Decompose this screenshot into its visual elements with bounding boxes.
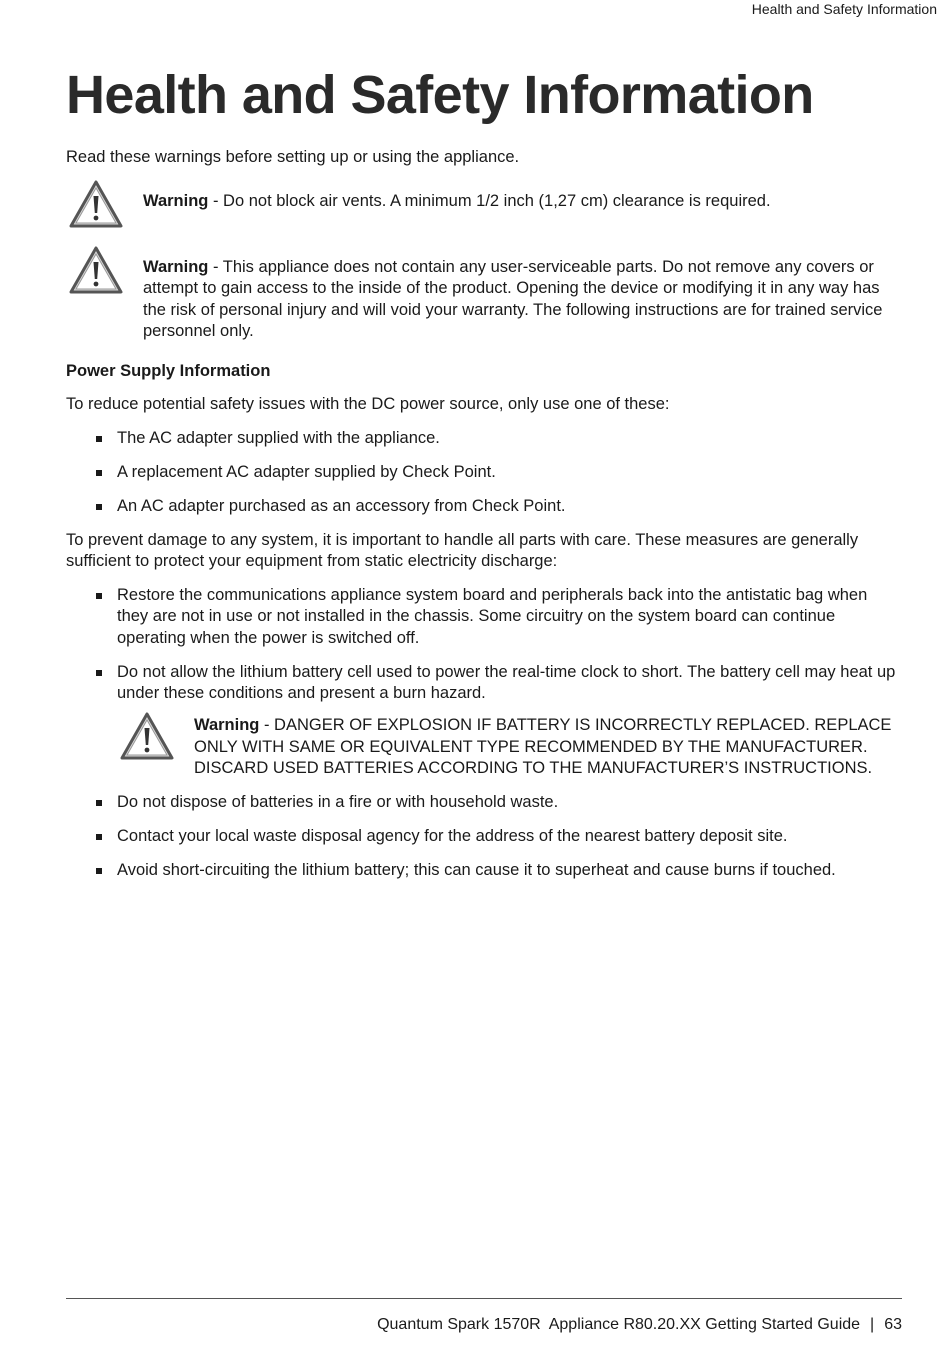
power-supply-list: [66, 428, 896, 518]
page-number: 63: [884, 1316, 902, 1333]
bullet-square-icon: [96, 800, 102, 806]
warning-text: - This appliance does not contain any user-serviceable parts. Do not remove any covers or attempt to gain access to the inside of the product. Opening the device or modifying it in any way has the risk of personal injury and will void your warranty. The following instructions are for trained service personnel only.: [143, 257, 883, 340]
page-title: Health and Safety Information: [66, 65, 814, 125]
footer-divider: [66, 1298, 902, 1299]
bullet-square-icon: [96, 504, 102, 510]
list-item: An AC adapter purchased as an accessory from Check Point.: [66, 496, 896, 518]
list-item: A replacement AC adapter supplied by Check Point.: [66, 462, 896, 484]
warning-triangle-icon: [68, 179, 124, 231]
intro-text: Read these warnings before setting up or using the appliance.: [66, 148, 520, 166]
page-footer: [377, 1315, 902, 1335]
list-item: Contact your local waste disposal agency for the address of the nearest battery deposit site.: [66, 826, 896, 848]
footer-separator: |: [870, 1316, 875, 1333]
power-supply-intro: To reduce potential safety issues with the DC power source, only use one of these:: [66, 395, 670, 413]
list-item: Do not allow the lithium battery cell used to power the real-time clock to short. The battery cell may heat up under these conditions and present a burn hazard.: [66, 662, 896, 705]
static-discharge-intro: To prevent damage to any system, it is important to handle all parts with care. These measures are generally sufficient to protect your equipment from static electricity discharge:: [66, 530, 859, 570]
list-item: Do not dispose of batteries in a fire or with household waste.: [66, 792, 896, 814]
bullet-square-icon: [96, 593, 102, 599]
warning-triangle-icon: [119, 711, 175, 763]
warning-text: - DANGER OF EXPLOSION IF BATTERY IS INCORRECTLY REPLACED. REPLACE ONLY WITH SAME OR EQUIVALENT TYPE RECOMMENDED BY THE MANUFACTURER. DISCARD USED BATTERIES ACCORDING TO THE MANUFACTURER’S INSTRUCTIONS.: [194, 716, 892, 777]
footer-guide-title: Quantum Spark 1570R Appliance R80.20.XX Getting Started Guide: [377, 1316, 861, 1333]
running-header: Health and Safety Information: [751, 1, 937, 17]
bullet-square-icon: [96, 670, 102, 676]
list-item: The AC adapter supplied with the appliance.: [66, 428, 896, 450]
warning-label: Warning: [143, 257, 209, 276]
warning-text: - Do not block air vents. A minimum 1/2 inch (1,27 cm) clearance is required.: [208, 191, 771, 210]
section-heading-power-supply: Power Supply Information: [66, 361, 271, 380]
battery-disposal-list: [66, 792, 896, 882]
warning-label: Warning: [143, 191, 209, 210]
warning-no-serviceable-parts: [66, 251, 896, 343]
bullet-square-icon: [96, 834, 102, 840]
bullet-square-icon: [96, 470, 102, 476]
warning-battery-explosion: [66, 715, 896, 780]
static-discharge-list: [66, 585, 896, 705]
list-item: Avoid short-circuiting the lithium battery; this can cause it to superheat and cause burns if touched.: [66, 860, 896, 882]
bullet-square-icon: [96, 436, 102, 442]
warning-air-vents: [66, 185, 896, 237]
list-item: Restore the communications appliance system board and peripherals back into the antistatic bag when they are not in use or not installed in the chassis. Some circuitry on the system board can continue operating when the power is switched off.: [66, 585, 896, 650]
document-body: [66, 147, 896, 894]
warning-triangle-icon: [68, 245, 124, 297]
bullet-square-icon: [96, 868, 102, 874]
warning-label: Warning: [194, 716, 260, 734]
